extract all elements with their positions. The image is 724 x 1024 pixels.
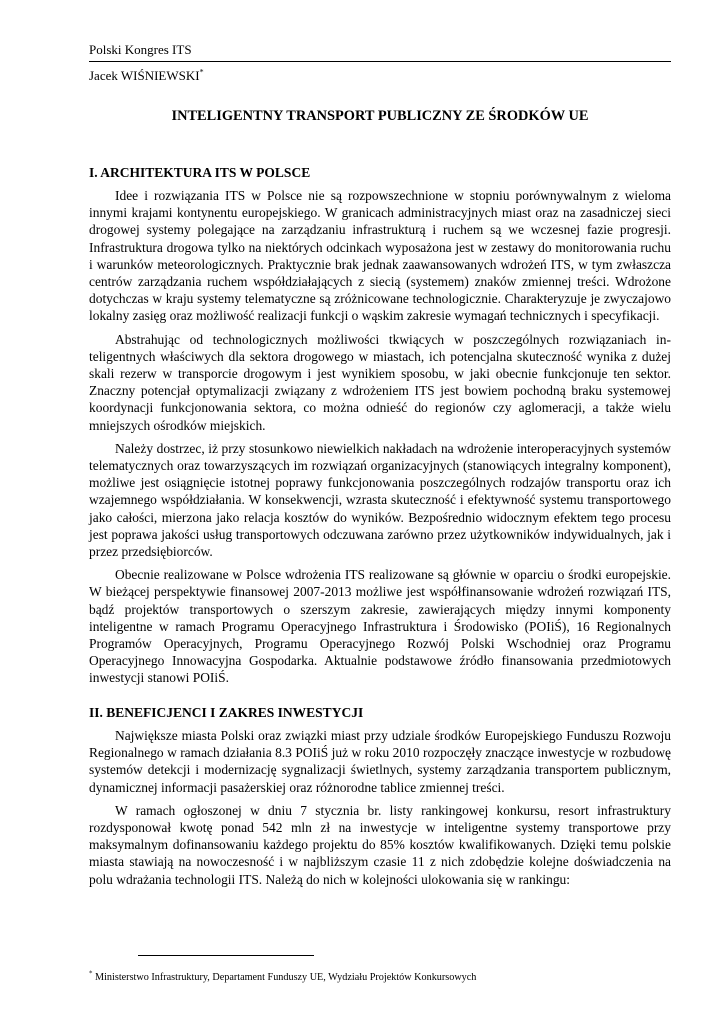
paragraph: W ramach ogłoszonej w dniu 7 stycznia br. listy rankingowej konkursu, resort infrastruktury rozdysponował kwotę ponad 542 mln zł na inwestycje w inteligentne systemy transportowe przy maksymalnym dofinansowaniu każdego projektu do 85% kosztów kwalifikowanych. Dzięki temu polskie miasta stawiają na nowoczesność i w najbliższym czasie 11 z nich zdobędzie kolejne doświadczenia na polu wdrażania technologii ITS. Należą do nich w kolejności ulokowania się w rankingu: — [89, 802, 671, 887]
paragraph: Należy dostrzec, iż przy stosunkowo niewielkich nakładach na wdrożenie interoperacyjnych systemów telematycznych oraz towarzyszących im rozwiązań organizacyjnych (stanowiących integralny komponent), możliwe jest osiągnięcie istotnej poprawy funkcjonowania poszczególnych rodzajów transportu oraz ich wzajemnego współdziałania. W konsekwencji, wzrasta skuteczność i efektywność systemu transportowego jako całości, mierzona jako relacja kosztów do wyników. Bezpośrednio widocznym efektem tego procesu jest poprawa jakości usług transportowych odczuwana zarówno przez użytkowników indywidualnych, jak i przez przedsiębiorców. — [89, 440, 671, 560]
paragraph: Największe miasta Polski oraz związki miast przy udziale środków Europejskiego Funduszu Rozwoju Regionalnego w ramach działania 8.3 POIiŚ już w roku 2010 rozpoczęły znaczące inwestycje w rozbudowę systemów detekcji i modernizację sygnalizacji świetlnych, systemy zarządzania transportem publicznym, dynamicznej informacji pasażerskiej oraz różnorodne tablice zmiennej treści. — [89, 728, 671, 795]
author-footnote-mark: * — [199, 67, 204, 77]
paragraph: Idee i rozwiązania ITS w Polsce nie są rozpowszechnione w stopniu porównywalnym z wieloma innymi krajami kontynentu europejskiego. W granicach administracyjnych miast oraz na zasadniczej sieci drogowej systemy polegające na zarządzaniu infrastrukturą i ruchem są we wczesnej fazie progresji. Infrastruktura drogowa tylko na niektórych odcinkach wyposażona jest w zestawy do monitorowania ruchu i warunków meteorologicznych. Praktycznie brak jednak zaawansowanych wdrożeń ITS, w tym zwłaszcza centrów zarządzania ruchem współdziałających z siecią (systemem) znaków zmiennej treści. Wdrożone dotychczas w kraju systemy telematyczne są zróżnicowane technologicznie. Charakteryzuje je zwyczajowo lokalny zasięg oraz możliwość realizacji funkcji o wąskim zakresie wymagań technicznych i specyfikacji. — [89, 188, 671, 324]
section-beneficiaries — [89, 704, 671, 894]
document-title: INTELIGENTNY TRANSPORT PUBLICZNY ZE ŚRODKÓW UE — [171, 108, 589, 124]
paragraph: Abstrahując od technologicznych możliwości tkwiących w poszczególnych rozwiązaniach inteligentnych właściwych dla sektora drogowego w miastach, ich potencjalna skuteczność wynika z dużej skali rezerw w transporcie drogowym i jest wynikiem sposobu, w jaki obecnie funkcjonuje ten sektor. Znaczny potencjał optymalizacji związany z wdrożeniem ITS jest bowiem pochodną braku systemowej koordynacji funkcjonowania sektora, co można odnieść do regionów czy aglomeracji, a także wielu mniejszych ośrodków miejskich. — [89, 331, 671, 433]
section-heading: I. ARCHITEKTURA ITS W POLSCE — [89, 165, 311, 180]
header-divider — [89, 61, 671, 62]
author-name: Jacek WIŚNIEWSKI — [89, 68, 200, 83]
footnote-text: Ministerstwo Infrastruktury, Departament Funduszy UE, Wydziału Projektów Konkursowych — [95, 972, 477, 983]
footnote — [89, 969, 477, 983]
section-heading: II. BENEFICJENCI I ZAKRES INWESTYCJI — [89, 705, 364, 720]
section-architecture — [89, 164, 671, 693]
footnote-divider — [138, 955, 314, 956]
footnote-mark: * — [89, 969, 93, 978]
paragraph: Obecnie realizowane w Polsce wdrożenia ITS realizowane są głównie w oparciu o środki europejskie. W bieżącej perspektywie finansowej 2007-2013 możliwe jest współfinansowanie wdrożeń rozwiązań ITS, bądź projektów transportowych o szerszym zakresie, zawierających między innymi komponenty inteligentne w ramach Programu Operacyjnego Infrastruktura i Środowisko (POIiŚ), 16 Regionalnych Programów Operacyjnych, Programu Operacyjnego Rozwój Polski Wschodniej oraz Programu Operacyjnego Innowacyjna Gospodarka. Aktualnie podstawowe źródło finansowania przedmiotowych inwestycji stanowi POIiŚ. — [89, 567, 671, 686]
running-header: Polski Kongres ITS — [89, 42, 192, 57]
author-line — [89, 68, 204, 84]
